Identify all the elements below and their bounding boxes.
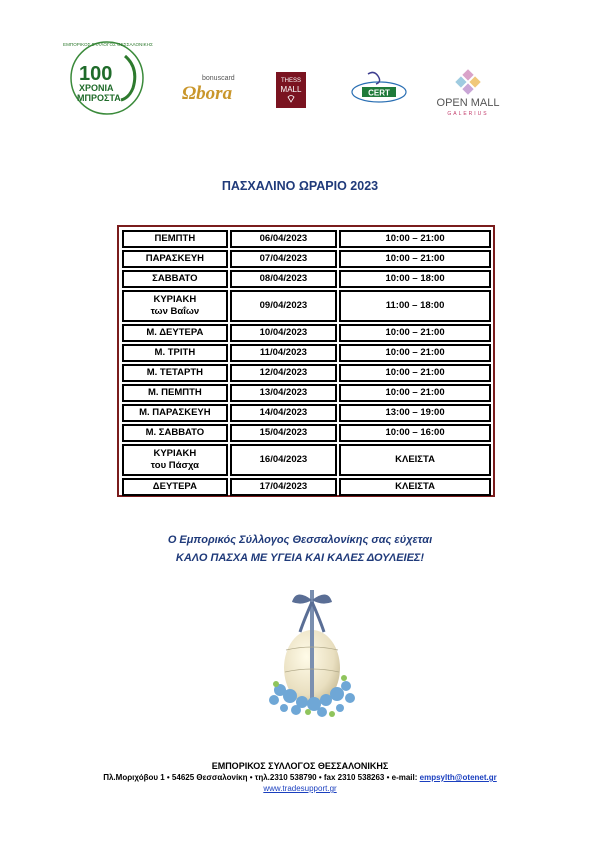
schedule-hours: 11:00 – 18:00 xyxy=(339,290,491,322)
footer-contact xyxy=(0,772,600,783)
schedule-row xyxy=(122,324,491,342)
schedule-date: 12/04/2023 xyxy=(230,364,337,382)
open-mall-line1: OPEN MALL xyxy=(436,97,500,109)
schedule-row xyxy=(122,424,491,442)
schedule-day-label: Μ. ΠΕΜΠΤΗ xyxy=(147,387,202,398)
schedule-day-label: Μ. ΔΕΥΤΕΡΑ xyxy=(146,327,204,338)
schedule-day-label: ΣΑΒΒΑΤΟ xyxy=(152,273,198,284)
open-mall-logo xyxy=(425,68,511,118)
schedule-date: 08/04/2023 xyxy=(230,270,337,288)
footer xyxy=(0,760,600,794)
footer-website-link[interactable]: www.tradesupport.gr xyxy=(263,784,337,793)
schedule-day-label: ΔΕΥΤΕΡΑ xyxy=(152,481,197,492)
greeting-line1: Ο Εμπορικός Σύλλογος Θεσσαλονίκης σας εύχεται xyxy=(167,534,433,546)
schedule-hours: 10:00 – 18:00 xyxy=(339,270,491,288)
schedule-date: 17/04/2023 xyxy=(230,478,337,496)
schedule-day xyxy=(122,384,228,402)
schedule-hours: 10:00 – 21:00 xyxy=(339,384,491,402)
schedule-hours: ΚΛΕΙΣΤΑ xyxy=(339,478,491,496)
schedule-hours: 10:00 – 21:00 xyxy=(339,364,491,382)
schedule-date: 14/04/2023 xyxy=(230,404,337,422)
page-title: ΠΑΣΧΑΛΙΝΟ ΩΡΑΡΙΟ 2023 xyxy=(221,179,379,193)
schedule-hours: ΚΛΕΙΣΤΑ xyxy=(339,444,491,476)
schedule-date: 09/04/2023 xyxy=(230,290,337,322)
schedule-day-label: ΚΥΡΙΑΚΗ xyxy=(153,294,197,305)
schedule-hours: 10:00 – 21:00 xyxy=(339,230,491,248)
schedule-day-label: ΚΥΡΙΑΚΗ xyxy=(153,448,197,459)
schedule-row xyxy=(122,478,491,496)
thess-mall-logo xyxy=(276,72,306,108)
schedule-day xyxy=(122,324,228,342)
footer-org: ΕΜΠΟΡΙΚΟΣ ΣΥΛΛΟΓΟΣ ΘΕΣΣΑΛΟΝΙΚΗΣ xyxy=(211,761,389,771)
schedule-day xyxy=(122,250,228,268)
schedule-day-sublabel: του Πάσχα xyxy=(150,460,199,471)
schedule-day xyxy=(122,344,228,362)
bonus-card-logo xyxy=(180,72,245,104)
schedule-row xyxy=(122,344,491,362)
schedule-table xyxy=(120,228,493,498)
schedule-date: 06/04/2023 xyxy=(230,230,337,248)
schedule-row xyxy=(122,364,491,382)
greeting-line2: ΚΑΛΟ ΠΑΣΧΑ ΜΕ ΥΓΕΙΑ ΚΑΙ ΚΑΛΕΣ ΔΟΥΛΕΙΕΣ! xyxy=(175,552,425,564)
schedule-row xyxy=(122,384,491,402)
schedule-day-label: Μ. ΤΡΙΤΗ xyxy=(154,347,196,358)
schedule-date: 16/04/2023 xyxy=(230,444,337,476)
cert-logo xyxy=(348,68,410,110)
footer-contact-text: Πλ.Μοριχόβου 1 • 54625 Θεσσαλονίκη • τηλ.2310 538790 • fax 2310 538263 • e-mail: xyxy=(103,773,420,782)
schedule-day xyxy=(122,478,228,496)
schedule-day xyxy=(122,364,228,382)
centenary-line2: ΜΠΡΟΣΤΑ xyxy=(77,93,121,103)
centenary-logo xyxy=(55,38,160,118)
schedule-hours: 10:00 – 21:00 xyxy=(339,344,491,362)
schedule-date: 15/04/2023 xyxy=(230,424,337,442)
bonus-card-word: Ωbora xyxy=(182,83,233,104)
schedule-day-label: Μ. ΣΑΒΒΑΤΟ xyxy=(145,427,205,438)
schedule-day-label: ΠΑΡΑΣΚΕΥΗ xyxy=(145,253,205,264)
schedule-day xyxy=(122,270,228,288)
easter-egg-image xyxy=(262,580,362,730)
schedule-day xyxy=(122,424,228,442)
schedule-row xyxy=(122,290,491,322)
schedule-day-label: Μ. ΠΑΡΑΣΚΕΥΗ xyxy=(139,407,211,418)
schedule-day xyxy=(122,444,228,476)
centenary-ring-text: ΕΜΠΟΡΙΚΟΣ ΣΥΛΛΟΓΟΣ ΘΕΣΣΑΛΟΝΙΚΗΣ xyxy=(63,42,153,47)
schedule-day-sublabel: των Βαΐων xyxy=(150,306,200,317)
schedule-date: 07/04/2023 xyxy=(230,250,337,268)
schedule-row xyxy=(122,444,491,476)
cert-word: CERT xyxy=(368,88,390,98)
schedule-day xyxy=(122,404,228,422)
schedule-day xyxy=(122,290,228,322)
schedule-day-label: ΠΕΜΠΤΗ xyxy=(154,233,196,244)
schedule-row xyxy=(122,230,491,248)
schedule-hours: 13:00 – 19:00 xyxy=(339,404,491,422)
schedule-date: 13/04/2023 xyxy=(230,384,337,402)
schedule-hours: 10:00 – 21:00 xyxy=(339,250,491,268)
logo-strip xyxy=(0,0,600,140)
schedule-date: 11/04/2023 xyxy=(230,344,337,362)
footer-email-link[interactable]: empsylth@otenet.gr xyxy=(419,773,497,782)
thess-mall-line1: THESS xyxy=(280,78,302,84)
schedule-hours: 10:00 – 21:00 xyxy=(339,324,491,342)
schedule-day xyxy=(122,230,228,248)
greeting xyxy=(0,531,600,567)
centenary-line1: ΧΡΟΝΙΑ xyxy=(79,83,114,93)
thess-mall-line2: MALL xyxy=(280,85,302,94)
schedule-row xyxy=(122,270,491,288)
schedule-row xyxy=(122,250,491,268)
schedule-date: 10/04/2023 xyxy=(230,324,337,342)
schedule-hours: 10:00 – 16:00 xyxy=(339,424,491,442)
centenary-number: 100 xyxy=(79,63,113,85)
schedule-day-label: Μ. ΤΕΤΑΡΤΗ xyxy=(146,367,204,378)
bonus-card-top: bonuscard xyxy=(202,75,235,82)
open-mall-line2: GALERIUS xyxy=(447,111,489,117)
schedule-row xyxy=(122,404,491,422)
